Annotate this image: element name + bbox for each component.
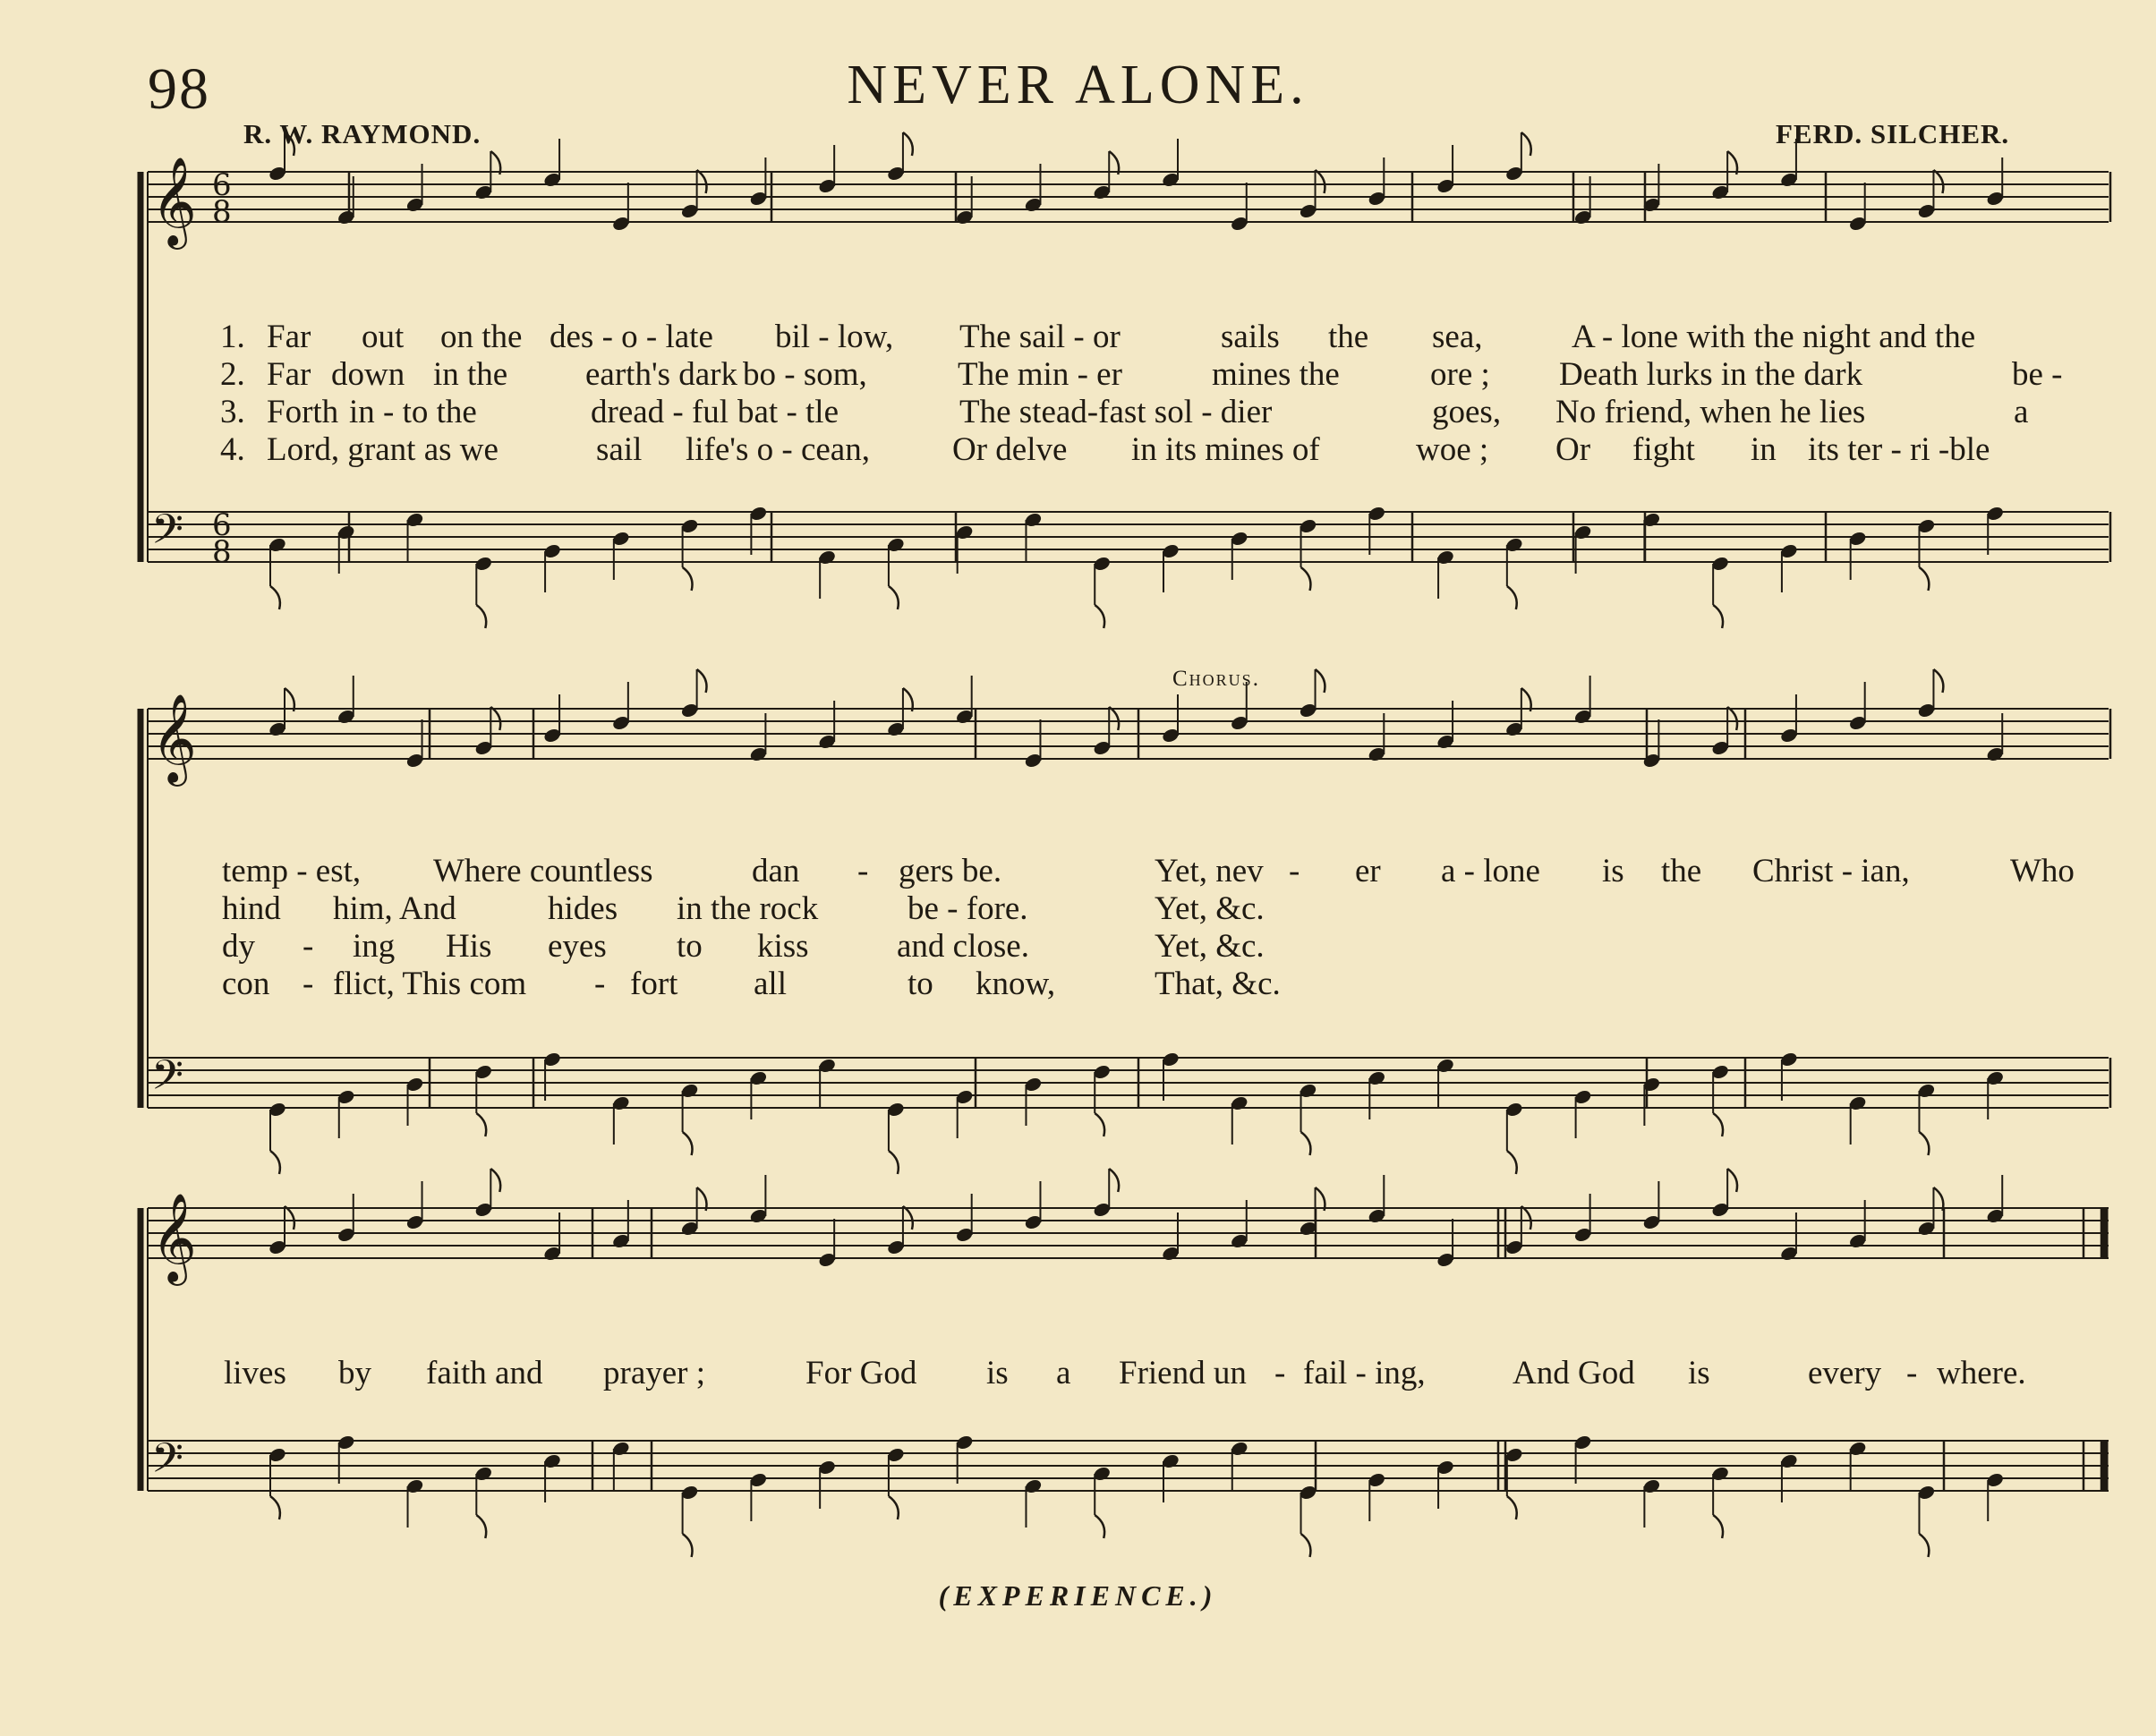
lyric-segment: flict, This com <box>333 966 527 1002</box>
lyric-segment: Yet, nev <box>1155 853 1264 889</box>
lyric-segment: to <box>677 928 703 965</box>
note-flag <box>1095 1515 1104 1538</box>
note-flag <box>270 1151 280 1174</box>
treble-clef-icon: 𝄞 <box>151 694 197 783</box>
lyric-segment: And God <box>1513 1355 1635 1391</box>
lyric-segment: - <box>1274 1355 1286 1391</box>
note-flag <box>889 1151 899 1174</box>
note-flag <box>1933 170 1943 193</box>
note-flag <box>490 1169 500 1192</box>
time-signature-upper: 6 <box>212 507 232 543</box>
lyric-segment: Or <box>1555 431 1591 468</box>
verse-line-2 <box>220 355 2063 394</box>
note-flag <box>285 1206 294 1230</box>
note-flag <box>683 567 693 591</box>
lyric-segment: by <box>338 1355 371 1391</box>
treble-clef-icon: 𝄞 <box>151 1193 197 1282</box>
lyric-segment: fail - ing, <box>1303 1355 1426 1391</box>
lyric-segment: on the <box>440 319 523 355</box>
composer-credit: FERD. SILCHER. <box>1776 118 2010 149</box>
lyric-segment: life's o - cean, <box>686 431 870 468</box>
lyric-segment: know, <box>976 966 1056 1002</box>
bass-clef-icon: 𝄢 <box>151 506 184 564</box>
lyric-segment: is <box>1688 1355 1710 1391</box>
lyric-segment: every <box>1808 1355 1882 1391</box>
note-flag <box>697 170 707 193</box>
lyric-segment: Lord, grant as we <box>267 431 499 468</box>
note-flag <box>1521 132 1531 156</box>
time-signature-lower: 8 <box>212 194 232 230</box>
lyric-segment: kiss <box>757 928 809 965</box>
note-flag <box>1713 605 1723 628</box>
note-flag <box>1109 1169 1119 1192</box>
lyric-segment: That, &c. <box>1155 966 1281 1002</box>
lyric-segment: to <box>908 966 933 1002</box>
verse-number: 4. <box>220 431 245 468</box>
lyric-segment: hind <box>222 890 281 927</box>
note-flag <box>1507 586 1517 609</box>
lyric-segment: hides <box>548 890 618 927</box>
lyric-segment: out <box>362 319 405 355</box>
note-flag <box>1316 669 1325 693</box>
lyric-segment: - <box>303 966 314 1002</box>
lyric-segment: a - lone <box>1441 853 1540 889</box>
lyric-segment: ing <box>353 928 396 965</box>
note-flag <box>1507 1496 1517 1519</box>
lyric-segment: Death lurks in the dark <box>1559 356 1863 393</box>
lyric-segment: the <box>1661 853 1702 889</box>
note-flag <box>1095 605 1104 628</box>
lyric-segment: con <box>222 966 270 1002</box>
lyric-segment: Who <box>2010 853 2075 889</box>
lyric-segment: Christ - ian, <box>1752 853 1910 889</box>
lyric-segment: sails <box>1221 319 1280 355</box>
bass-clef-icon: 𝄢 <box>151 1434 184 1493</box>
note-flag <box>903 132 913 156</box>
verse-number: 3. <box>220 394 245 430</box>
lyric-segment: temp - est, <box>222 853 362 889</box>
source-note: (EXPERIENCE.) <box>938 1579 1218 1612</box>
treble-clef-icon: 𝄞 <box>151 157 197 246</box>
lyric-segment: A - lone with the night and the <box>1572 319 1976 355</box>
lyric-segment: all <box>754 966 787 1002</box>
note-flag <box>889 586 899 609</box>
note-flag <box>1109 707 1119 730</box>
lyric-segment: in - to the <box>349 394 477 430</box>
lyric-segment: be - <box>2012 356 2063 393</box>
note-flag <box>476 605 486 628</box>
lyric-segment: and close. <box>897 928 1029 965</box>
verse-line-4 <box>220 430 1990 469</box>
page-number: 98 <box>148 56 210 122</box>
lyric-segment: The stead-fast sol - dier <box>959 394 1273 430</box>
note-flag <box>476 1113 486 1136</box>
lyric-segment: in its mines of <box>1131 431 1320 468</box>
lyricist-credit: R. W. RAYMOND. <box>243 118 481 149</box>
lyric-segment: Or delve <box>952 431 1068 468</box>
note-flag <box>889 1496 899 1519</box>
lyric-segment: gers be. <box>899 853 1002 889</box>
lyric-segment: Yet, &c. <box>1155 890 1265 927</box>
note-flag <box>270 586 280 609</box>
note-flag <box>1301 1534 1311 1557</box>
lyric-segment: in <box>1751 431 1777 468</box>
lyric-segment: woe ; <box>1416 431 1489 468</box>
time-signature-lower: 8 <box>212 534 232 570</box>
time-signature-upper: 6 <box>212 167 232 203</box>
verse-number: 2. <box>220 356 245 393</box>
lyric-segment: him, And <box>333 890 456 927</box>
lyric-segment: - <box>303 928 314 965</box>
note-flag <box>697 669 707 693</box>
lyric-segment: a <box>1056 1355 1071 1391</box>
verse-number: 1. <box>220 319 245 355</box>
lyric-segment: faith and <box>426 1355 543 1391</box>
lyric-segment: in the rock <box>677 890 819 927</box>
lyric-segment: fight <box>1632 431 1695 468</box>
lyric-segment: be - fore. <box>908 890 1028 927</box>
note-flag <box>1919 1534 1929 1557</box>
lyric-segment: Far <box>267 356 311 393</box>
lyric-segment: ore ; <box>1430 356 1490 393</box>
lyric-segment: a <box>2014 394 2029 430</box>
lyric-segment: - <box>1289 853 1300 889</box>
chorus-label: Chorus. <box>1172 667 1260 691</box>
note-flag <box>1316 170 1325 193</box>
verse-line-1 <box>220 318 1976 356</box>
note-flag <box>1301 567 1311 591</box>
note-flag <box>1919 1132 1929 1155</box>
lyric-segment: - <box>1906 1355 1918 1391</box>
lyric-segment: down <box>331 356 405 393</box>
lyric-segment: is <box>986 1355 1009 1391</box>
lyric-segment: mines the <box>1212 356 1340 393</box>
lyric-segment: is <box>1602 853 1624 889</box>
lyric-segment: Forth <box>267 394 339 430</box>
bass-clef-icon: 𝄢 <box>151 1051 184 1110</box>
lyric-segment: bil - low, <box>775 319 894 355</box>
lyric-segment: The min - er <box>958 356 1122 393</box>
lyric-segment: er <box>1355 853 1381 889</box>
lyric-segment: Yet, &c. <box>1155 928 1265 965</box>
lyric-segment: the <box>1328 319 1369 355</box>
lyric-segment: where. <box>1937 1355 2026 1391</box>
lyric-segment: dread - ful <box>591 394 729 430</box>
lyric-segment: bo - som, <box>743 356 867 393</box>
lyric-segment: its ter - ri -ble <box>1808 431 1990 468</box>
lyric-segment: His <box>446 928 492 965</box>
note-flag <box>490 707 500 730</box>
lyric-segment: - <box>857 853 869 889</box>
note-flag <box>1095 1113 1104 1136</box>
lyric-segment: earth's dark <box>585 356 738 393</box>
lyric-segment: No friend, when he lies <box>1555 394 1866 430</box>
note-flag <box>1521 1206 1531 1230</box>
note-flag <box>683 1534 693 1557</box>
lyric-segment: Far <box>267 319 311 355</box>
note-flag <box>683 1132 693 1155</box>
lyric-segment: Where countless <box>433 853 653 889</box>
lyric-segment: dy <box>222 928 255 965</box>
note-flag <box>476 1515 486 1538</box>
lyric-segment: in the <box>433 356 508 393</box>
note-flag <box>1933 669 1943 693</box>
note-flag <box>285 132 294 156</box>
lyric-segment: bat - tle <box>737 394 839 430</box>
lyric-segment: sail <box>596 431 643 468</box>
note-flag <box>270 1496 280 1519</box>
verse-line-3 <box>220 393 2029 431</box>
note-flag <box>903 1206 913 1230</box>
lyric-segment: dan <box>752 853 800 889</box>
lyric-segment: Friend un <box>1119 1355 1247 1391</box>
note-flag <box>1713 1515 1723 1538</box>
lyric-segment: eyes <box>548 928 607 965</box>
lyric-segment: fort <box>630 966 678 1002</box>
lyric-segment: sea, <box>1432 319 1483 355</box>
note-flag <box>1713 1113 1723 1136</box>
lyric-segment: For God <box>805 1355 917 1391</box>
lyric-segment: - <box>594 966 606 1002</box>
lyric-segment: goes, <box>1432 394 1502 430</box>
song-title: NEVER ALONE. <box>847 55 1309 115</box>
note-flag <box>1301 1132 1311 1155</box>
lyric-segment: lives <box>224 1355 286 1391</box>
note-flag <box>1507 1151 1517 1174</box>
note-flag <box>1727 707 1737 730</box>
lyric-segment: The sail - or <box>959 319 1121 355</box>
note-flag <box>1727 1169 1737 1192</box>
lyric-segment: prayer ; <box>603 1355 706 1391</box>
lyric-segment: des - o - late <box>550 319 713 355</box>
note-flag <box>1919 567 1929 591</box>
